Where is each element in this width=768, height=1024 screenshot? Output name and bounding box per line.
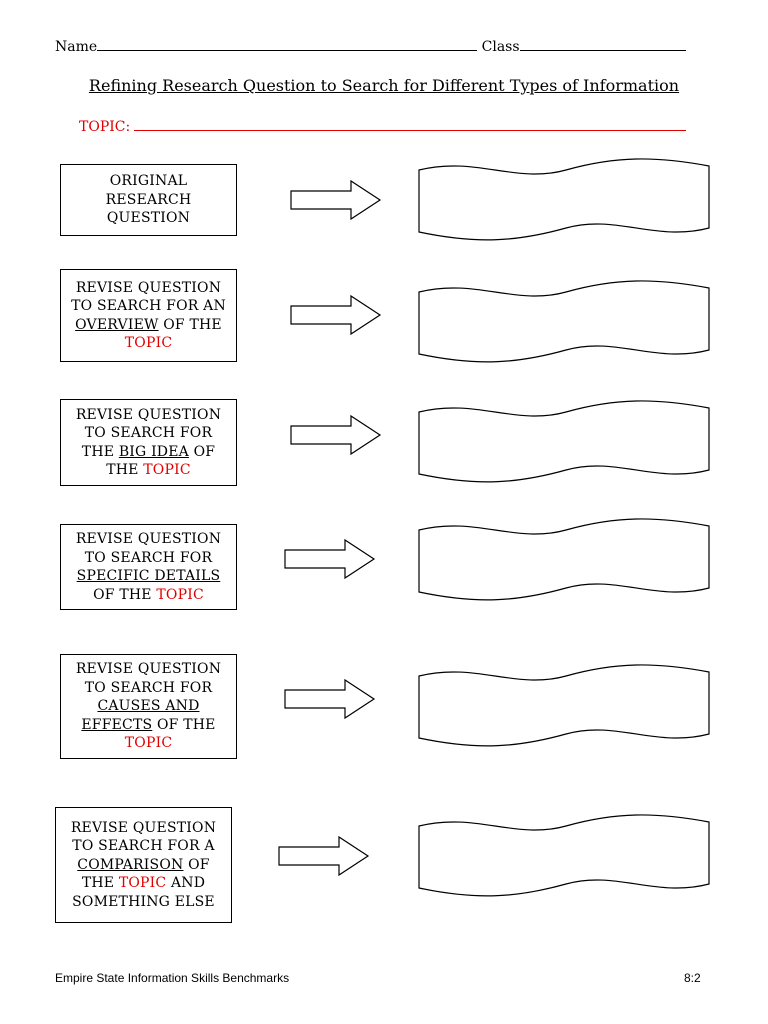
right-arrow-icon bbox=[283, 538, 377, 582]
box-line: TO SEARCH FOR A bbox=[72, 838, 215, 855]
box-line: TO SEARCH FOR AN bbox=[71, 298, 226, 314]
key-term: CAUSES AND bbox=[97, 698, 200, 715]
topic-line bbox=[79, 116, 686, 135]
question-box-causes-effects bbox=[60, 654, 237, 759]
box-text: OF THE bbox=[93, 586, 157, 603]
box-line: REVISE QUESTION bbox=[70, 819, 217, 836]
topic-word: TOPIC bbox=[124, 735, 173, 752]
answer-banner[interactable] bbox=[416, 278, 712, 366]
name-class-line bbox=[55, 36, 686, 55]
name-label: Name bbox=[55, 39, 98, 55]
name-field[interactable] bbox=[97, 36, 477, 51]
key-term: SPECIFIC DETAILS bbox=[76, 568, 221, 584]
worksheet-title: Refining Research Question to Search for Different Types of Information bbox=[88, 76, 680, 95]
answer-banner[interactable] bbox=[416, 812, 712, 900]
box-line: TO SEARCH FOR bbox=[84, 549, 213, 566]
box-text: THE bbox=[81, 875, 119, 892]
box-text: OF bbox=[188, 443, 216, 460]
box-line: QUESTION bbox=[106, 210, 191, 227]
key-term: EFFECTS bbox=[81, 716, 153, 733]
topic-word: TOPIC bbox=[118, 875, 167, 892]
class-label: Class bbox=[481, 39, 520, 55]
question-box-comparison bbox=[55, 807, 232, 923]
box-text: THE bbox=[106, 462, 144, 478]
footer-source: Empire State Information Skills Benchmarks bbox=[55, 971, 290, 985]
box-line: REVISE QUESTION bbox=[75, 406, 222, 423]
answer-banner[interactable] bbox=[416, 662, 712, 750]
right-arrow-icon bbox=[277, 835, 371, 879]
question-box-original bbox=[60, 164, 237, 236]
box-text: OF bbox=[183, 856, 210, 873]
right-arrow-icon bbox=[289, 179, 383, 223]
answer-banner[interactable] bbox=[416, 398, 712, 486]
right-arrow-icon bbox=[283, 678, 377, 722]
box-text: AND bbox=[166, 875, 206, 892]
box-line: TO SEARCH FOR bbox=[84, 425, 213, 441]
topic-word: TOPIC bbox=[124, 335, 173, 351]
box-line: REVISE QUESTION bbox=[75, 661, 222, 678]
class-field[interactable] bbox=[520, 36, 686, 51]
box-text: OF THE bbox=[158, 316, 222, 333]
topic-field[interactable] bbox=[134, 116, 686, 131]
question-box-specific-details bbox=[60, 524, 237, 610]
box-text: THE bbox=[81, 443, 119, 460]
box-text: OF THE bbox=[152, 716, 216, 733]
box-line: ORIGINAL bbox=[109, 173, 188, 190]
key-term: OVERVIEW bbox=[75, 316, 159, 333]
key-term: COMPARISON bbox=[77, 856, 184, 873]
box-line: REVISE QUESTION bbox=[75, 279, 222, 296]
box-line: REVISE QUESTION bbox=[75, 531, 222, 547]
box-line: SOMETHING ELSE bbox=[72, 893, 215, 910]
topic-label: TOPIC: bbox=[79, 119, 131, 135]
right-arrow-icon bbox=[289, 294, 383, 338]
box-line: RESEARCH bbox=[105, 191, 192, 208]
answer-banner[interactable] bbox=[416, 516, 712, 604]
topic-word: TOPIC bbox=[143, 462, 191, 478]
page-number: 8:2 bbox=[684, 971, 701, 985]
question-box-big-idea bbox=[60, 399, 237, 486]
right-arrow-icon bbox=[289, 414, 383, 458]
topic-word: TOPIC bbox=[156, 586, 204, 603]
box-line: TO SEARCH FOR bbox=[84, 679, 213, 696]
key-term: BIG IDEA bbox=[118, 443, 189, 460]
answer-banner[interactable] bbox=[416, 156, 712, 244]
question-box-overview bbox=[60, 269, 237, 362]
